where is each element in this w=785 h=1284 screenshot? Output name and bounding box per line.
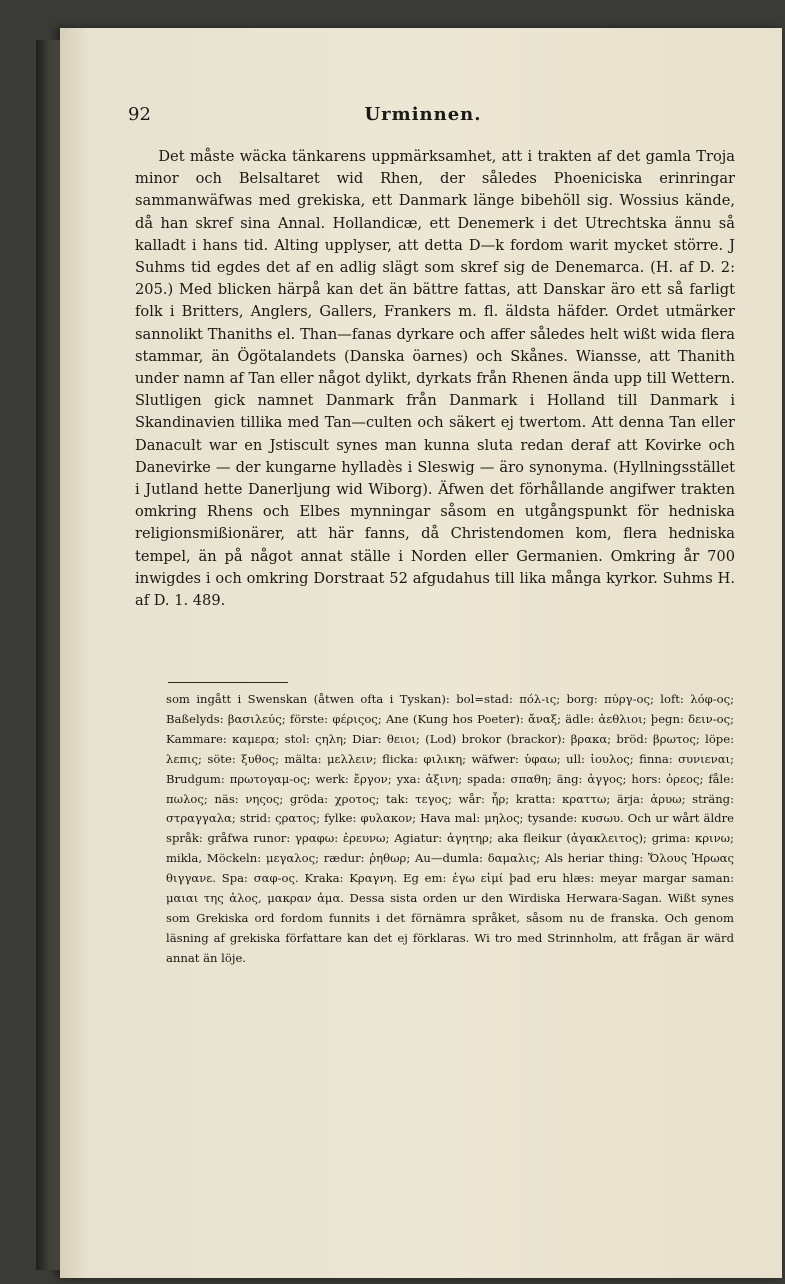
running-head: Urminnen.	[364, 104, 482, 125]
book-spine	[36, 40, 60, 1270]
page-number: 92	[128, 104, 151, 125]
footnote	[166, 690, 734, 969]
body-paragraph: Det måste wäcka tänkarens uppmärksamhet, att i trakten af det gamla Troja minor och Belsaltaret wid Rhen, der således Phoeniciska erinringar sammanwäfwas med grekiska, ett Danmark länge bibehöll sig. Wossius kände, då han skref sina Annal. Hollandicæ, ett Denemerk i det Utrechtska ännu så kalladt i hans tid. Alting upplyser, att detta D—k fordom warit mycket större. J Suhms tid egdes det af en adlig slägt som skref sig de Denemarca. (H. af D. 2: 205.) Med blicken härpå kan det än bättre fattas, att Danskar äro ett så farligt folk i Britters, Anglers, Gallers, Frankers m. fl. äldsta häfder. Ordet utmärker sannolikt Thaniths el. Than—fanas dyrkare och affer således helt wißt wida flera stammar, än Ögötalandets (Danska öarnes) och Skånes. Wiansse, att Thanith under namn af Tan eller något dylikt, dyrkats från Rhenen ända upp till Wettern. Slutligen gick namnet Danmark från Danmark i Holland till Danmark i Skandinavien tillika med Tan—culten och säkert ej twertom. Att denna Tan eller Danacult war en Jstiscult synes man kunna sluta redan deraf att Kovirke och Danevirke — der kungarne hylladès i Sleswig — äro synonyma. (Hyllningsstället i Jutland hette Danerljung wid Wiborg). Äfwen det förhållande angifwer trakten omkring Rhens och Elbes mynningar såsom en utgångspunkt för hedniska religionsmißionärer, att här fanns, då Christendomen kom, flera hedniska tempel, än på något annat ställe i Norden eller Germanien. Omkring år 700 inwigdes i och omkring Dorstraat 52 afgudahus till lika många kyrkor. Suhms H. af D. 1. 489.	[135, 148, 735, 610]
page-header	[128, 104, 718, 132]
footnote-rule	[168, 682, 288, 683]
main-text	[135, 146, 735, 612]
footnote-text: som ingått i Swenskan (åtwen ofta i Tyskan): bol=stad: πόλ-ις; borg: πύργ-ος; loft: λόφ-ος; Baßelyds: βασιλεύς; förste: φέριςος; Ane (Kung hos Poeter): ἄναξ; ädle: ἀεθλιοι; þegn: δειν-ος; Kammare: καμερα; stol: ςηλη; Diar: θειοι; (Lod) brokor (brackor): βρακα; bröd: βρωτος; löpe: λεπις; söte: ξυθος; mälta: μελλειν; flicka: φιλικη; wäfwer: ὑφαω; ull: ἰουλος; finna: συνιεναι; Brudgum: πρωτογαμ-ος; werk: ἔργον; yxa: ἀξινη; spada: σπαθη; äng: ἀγγος; hors: ὀρεος; fåle: πωλος; näs: νηςος; gröda: χροτος; tak: τεγος; wår: ἦρ; kratta: κραττω; ärja: ἀρυω; sträng: στραγγαλα; strid: ςρατος; fylke: φυλακον; Hava mal: μηλος; tysande: κυσωυ. Och ur wårt äldre språk: gråfwa runor: γραφω: ἐρευνω; Agiatur: ἀγητηρ; aka fleikur (ἀγακλειτος); grima: κρινω; mikla, Möckeln: μεγαλος; rædur: ῥηθωρ; Au—dumla: δαμαλις; Als heriar thing: Ὅλους Ἡρωας θιγγανε. Spa: σαφ-ος. Kraka: Κραγνη. Eg em: ἐγω εἰμί þad eru hlæs: meyar margar saman: μαιαι της ἁλος, μακραν ἁμα. Dessa sista orden ur den Wirdiska Herwara-Sagan. Wißt synes som Grekiska ord fordom funnits i det förnämra språket, såsom nu de franska. Och genom läsning af grekiska författare kan det ej förklaras. Wi tro med Strinnholm, att frågan är wärd annat än löje.	[166, 692, 734, 965]
